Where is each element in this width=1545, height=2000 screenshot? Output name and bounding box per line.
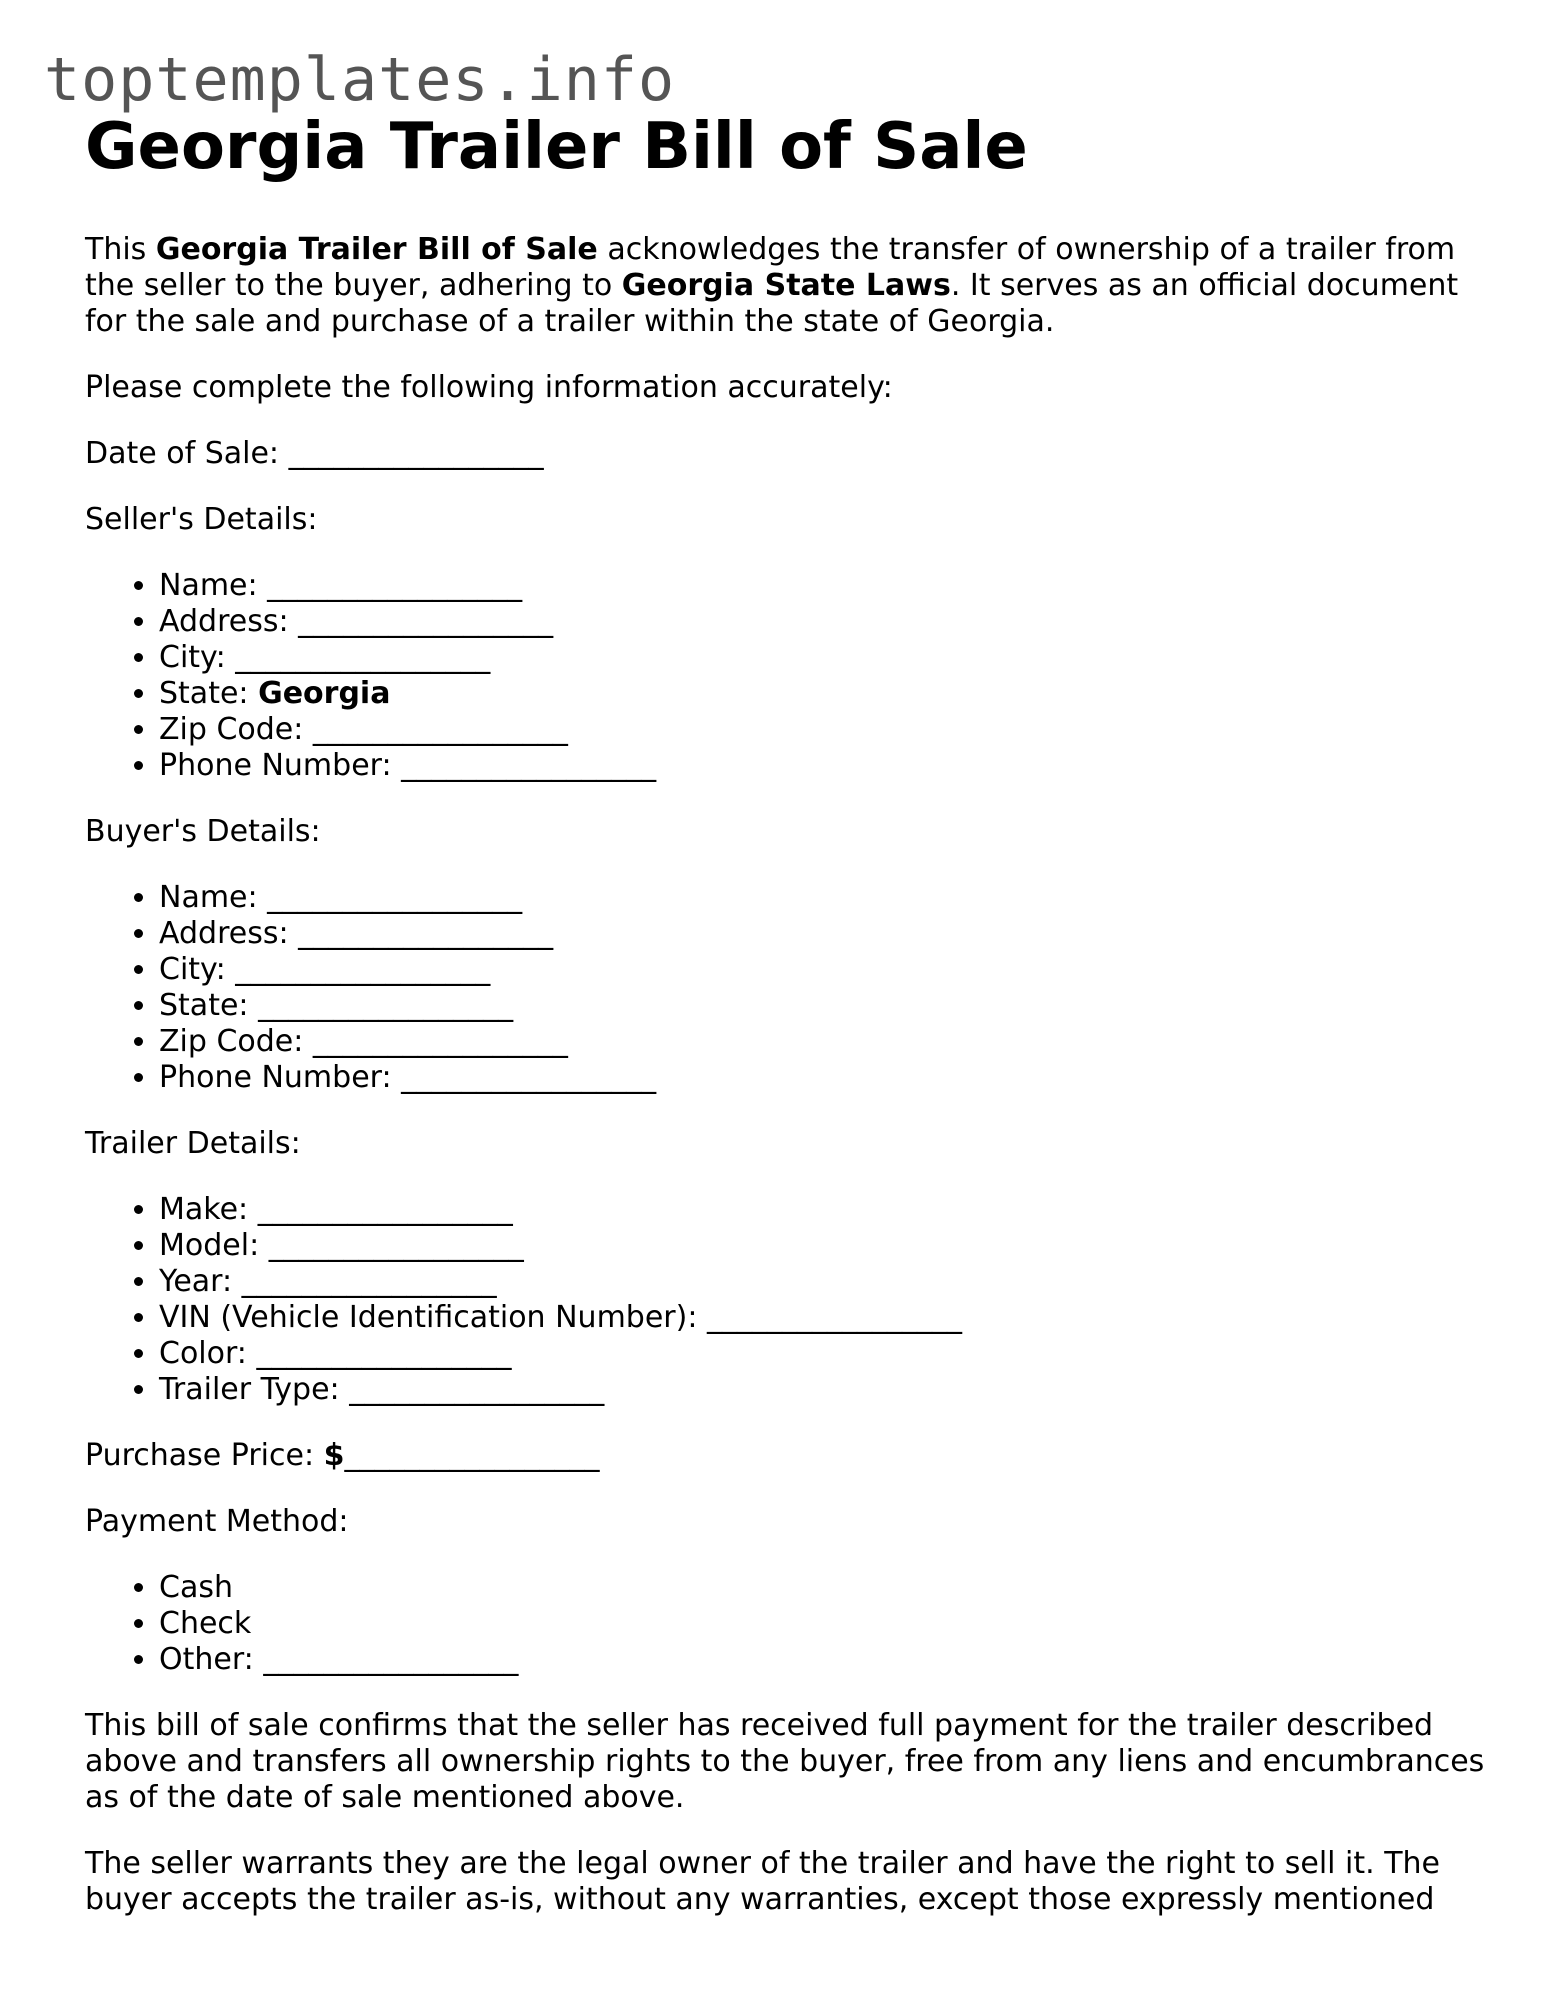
buyer-state-label: State:	[159, 988, 249, 1023]
trailer-model-blank[interactable]: _________________	[268, 1228, 524, 1263]
purchase-price-label: Purchase Price:	[85, 1438, 315, 1473]
intro-text-3: . It serves as an official document for the sale and purchase of a trailer within the state of Georgia.	[85, 268, 1459, 339]
seller-city-item	[159, 640, 1485, 676]
page-title: Georgia Trailer Bill of Sale	[85, 110, 1028, 184]
trailer-model-item	[159, 1228, 1485, 1264]
seller-phone-label: Phone Number:	[159, 748, 392, 783]
date-of-sale-line	[85, 436, 1485, 472]
watermark: toptemplates.info	[44, 45, 676, 115]
seller-address-item	[159, 604, 1485, 640]
trailer-year-item	[159, 1264, 1485, 1300]
document-body	[85, 104, 1485, 1948]
seller-city-blank[interactable]: _________________	[235, 640, 491, 675]
trailer-vin-label: VIN (Vehicle Identification Number):	[159, 1300, 698, 1335]
buyer-city-blank[interactable]: _________________	[235, 952, 491, 987]
buyer-city-item	[159, 952, 1485, 988]
payment-other-label: Other:	[159, 1642, 254, 1677]
seller-city-label: City:	[159, 640, 226, 675]
buyer-name-blank[interactable]: _________________	[267, 880, 523, 915]
seller-address-label: Address:	[159, 604, 289, 639]
warranty-paragraph: The seller warrants they are the legal owner of the trailer and have the right to sell it. The buyer accepts the trailer as-is, without any warranties, except those expressly mentioned	[85, 1846, 1440, 1917]
trailer-type-item	[159, 1372, 1485, 1408]
buyer-heading: Buyer's Details:	[85, 814, 321, 849]
seller-heading: Seller's Details:	[85, 502, 318, 537]
buyer-state-blank[interactable]: _________________	[258, 988, 514, 1023]
buyer-phone-blank[interactable]: _________________	[401, 1060, 657, 1095]
trailer-heading: Trailer Details:	[85, 1126, 301, 1161]
payment-list	[85, 1570, 1485, 1678]
buyer-address-item	[159, 916, 1485, 952]
trailer-year-blank[interactable]: _________________	[241, 1264, 497, 1299]
trailer-vin-blank[interactable]: _________________	[706, 1300, 962, 1335]
buyer-state-item	[159, 988, 1485, 1024]
buyer-list	[85, 880, 1485, 1096]
currency-symbol: $	[323, 1438, 345, 1473]
trailer-list	[85, 1192, 1485, 1408]
buyer-address-blank[interactable]: _________________	[298, 916, 554, 951]
date-of-sale-label: Date of Sale:	[85, 436, 280, 471]
confirmation-paragraph: This bill of sale confirms that the seller has received full payment for the trailer described above and transfers all ownership rights to the buyer, free from any liens and encumbrances as of the date of sale mentioned above.	[85, 1708, 1485, 1815]
trailer-type-blank[interactable]: _________________	[349, 1372, 605, 1407]
buyer-phone-label: Phone Number:	[159, 1060, 392, 1095]
trailer-make-label: Make:	[159, 1192, 249, 1227]
buyer-address-label: Address:	[159, 916, 289, 951]
seller-zip-label: Zip Code:	[159, 712, 304, 747]
trailer-year-label: Year:	[159, 1264, 233, 1299]
intro-bold-laws: Georgia State Laws	[621, 268, 951, 303]
purchase-price-line	[85, 1438, 1485, 1474]
trailer-color-label: Color:	[159, 1336, 247, 1371]
buyer-name-label: Name:	[159, 880, 258, 915]
buyer-zip-item	[159, 1024, 1485, 1060]
buyer-zip-label: Zip Code:	[159, 1024, 304, 1059]
trailer-color-blank[interactable]: _________________	[256, 1336, 512, 1371]
instruction: Please complete the following information accurately:	[85, 370, 893, 405]
seller-address-blank[interactable]: _________________	[298, 604, 554, 639]
payment-check-item[interactable]: • Check	[159, 1606, 1485, 1642]
payment-heading: Payment Method:	[85, 1504, 349, 1539]
intro-text-2: acknowledges the transfer of ownership of a trailer from the seller to the buyer, adhering to	[85, 232, 1456, 303]
trailer-make-item	[159, 1192, 1485, 1228]
seller-zip-blank[interactable]: _________________	[312, 712, 568, 747]
trailer-type-label: Trailer Type:	[159, 1372, 340, 1407]
seller-state-item	[159, 676, 1485, 712]
seller-name-label: Name:	[159, 568, 258, 603]
buyer-city-label: City:	[159, 952, 226, 987]
seller-zip-item	[159, 712, 1485, 748]
buyer-phone-item	[159, 1060, 1485, 1096]
seller-state-label: State:	[159, 676, 249, 711]
intro-paragraph	[85, 232, 1485, 340]
trailer-vin-item	[159, 1300, 1485, 1336]
intro-text-1: This	[85, 232, 156, 267]
seller-phone-blank[interactable]: _________________	[401, 748, 657, 783]
seller-state-value: Georgia	[258, 676, 391, 711]
seller-list	[85, 568, 1485, 784]
trailer-model-label: Model:	[159, 1228, 260, 1263]
intro-bold-title: Georgia Trailer Bill of Sale	[155, 232, 598, 267]
buyer-zip-blank[interactable]: _________________	[312, 1024, 568, 1059]
seller-phone-item	[159, 748, 1485, 784]
purchase-price-blank[interactable]: _________________	[344, 1438, 600, 1473]
date-of-sale-blank[interactable]: _________________	[288, 436, 544, 471]
payment-other-blank[interactable]: _________________	[263, 1642, 519, 1677]
trailer-color-item	[159, 1336, 1485, 1372]
buyer-name-item	[159, 880, 1485, 916]
seller-name-item	[159, 568, 1485, 604]
trailer-make-blank[interactable]: _________________	[257, 1192, 513, 1227]
payment-cash-item[interactable]: • Cash	[159, 1570, 1485, 1606]
seller-name-blank[interactable]: _________________	[267, 568, 523, 603]
payment-other-item	[159, 1642, 1485, 1678]
